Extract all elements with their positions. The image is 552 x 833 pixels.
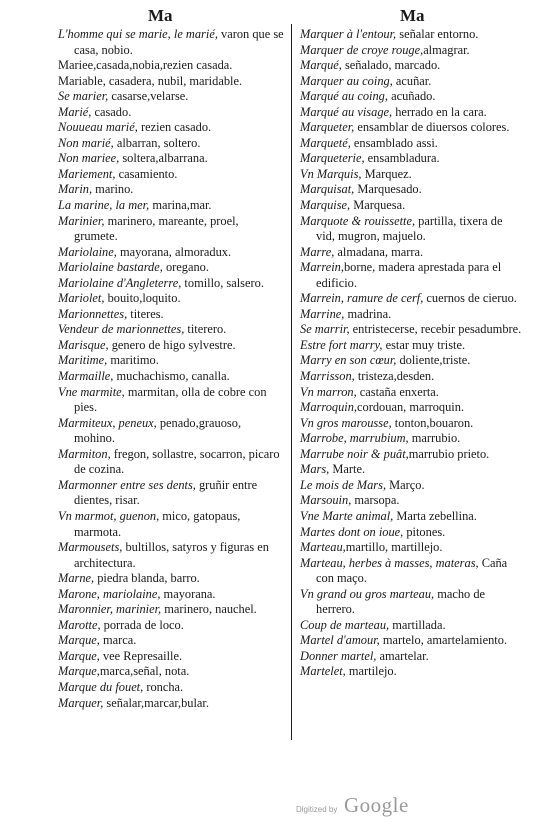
dictionary-entry [58, 633, 284, 649]
dictionary-entry [58, 260, 284, 276]
dictionary-entry [58, 664, 284, 680]
dictionary-entry [58, 540, 284, 571]
entry-translation: mayorana, almoradux. [116, 244, 232, 259]
entry-translation: Marquesa. [350, 198, 406, 213]
dictionary-entry [300, 385, 522, 401]
dictionary-entry [58, 696, 284, 712]
entry-headword: Marone, mariolaine, [58, 586, 161, 601]
dictionary-entry [58, 245, 284, 261]
dictionary-entry [58, 198, 284, 214]
dictionary-entry [300, 89, 522, 105]
entry-headword: Martel d'amour, [300, 633, 380, 648]
entry-headword: Marroquin, [300, 400, 358, 415]
dictionary-entry [300, 245, 522, 261]
entry-headword: Vn Marquis, [300, 166, 362, 181]
dictionary-entry [58, 478, 284, 509]
entry-translation: ensambladura. [364, 151, 440, 166]
entry-translation: genero de higo sylvestre. [108, 337, 236, 352]
entry-translation: castaña enxerta. [356, 384, 439, 399]
entry-translation: bultillos, satyros y figuras en architectura. [74, 540, 269, 570]
entry-headword: Martelet, [300, 664, 346, 679]
entry-translation: marca,señal, nota. [99, 664, 190, 679]
entry-headword: Marrube noir & puât, [300, 446, 409, 461]
dictionary-entry [58, 447, 284, 478]
entry-headword: Mariement, [58, 166, 116, 181]
entry-translation: marino. [92, 182, 134, 197]
entry-headword: Se marrir, [300, 322, 350, 337]
entry-translation: entristecerse, recebir pesadumbre. [349, 322, 522, 337]
entry-translation: Mariee,casada,nobia,rezien casada. [58, 58, 233, 73]
entry-translation: roncha. [143, 679, 184, 694]
entry-translation: maritimo. [107, 353, 159, 368]
dictionary-entry [300, 556, 522, 587]
entry-headword: Estre fort marry, [300, 337, 383, 352]
entry-headword: Marinier, [58, 213, 105, 228]
dictionary-entry [300, 509, 522, 525]
entry-headword: Vne marmite, [58, 384, 125, 399]
entry-translation: tomillo, salsero. [181, 275, 264, 290]
dictionary-entry [58, 307, 284, 323]
entry-translation: piedra blanda, barro. [94, 571, 200, 586]
entry-translation: titerero. [184, 322, 227, 337]
dictionary-entry [300, 136, 522, 152]
entry-headword: Marque, [58, 633, 100, 648]
entry-translation: marrubio. [408, 431, 461, 446]
entry-translation: Caña con maço. [316, 555, 508, 586]
entry-headword: Marquote & rouissette, [300, 213, 416, 228]
header-right: Ma [400, 6, 425, 25]
dictionary-entry [300, 58, 522, 74]
dictionary-entry [58, 649, 284, 665]
entry-translation: acuñado. [387, 89, 436, 104]
dictionary-entry [58, 680, 284, 696]
entry-translation: gruñir entre dientes, risar. [74, 477, 258, 508]
entry-headword: Marque, [58, 664, 100, 679]
entry-headword: Vn marron, [300, 384, 357, 399]
dictionary-entry [58, 587, 284, 603]
entry-headword: Marquer de croye rouge, [300, 42, 424, 57]
entry-headword: Vn grand ou gros marteau, [300, 586, 435, 601]
entry-translation: Mariable, casadera, nubil, maridable. [58, 73, 243, 88]
dictionary-entry [300, 369, 522, 385]
entry-translation: almadana, marra. [334, 244, 424, 259]
dictionary-entry [300, 416, 522, 432]
dictionary-entry [58, 618, 284, 634]
dictionary-entry [58, 602, 284, 618]
entry-headword: Nouueau marié, [58, 120, 138, 135]
entry-translation: marsopa. [351, 493, 400, 508]
dictionary-entry [58, 276, 284, 292]
entry-headword: Maronnier, marinier, [58, 602, 162, 617]
entry-headword: Marqué, [300, 58, 342, 73]
entry-headword: Marionnettes, [58, 306, 128, 321]
entry-headword: Marquer, [58, 695, 104, 710]
left-column [58, 27, 284, 711]
entry-translation: casamiento. [115, 166, 178, 181]
entry-translation: bouito,loquito. [104, 291, 181, 306]
dictionary-entry [300, 431, 522, 447]
dictionary-entry [58, 182, 284, 198]
entry-headword: Mariolaine d'Angleterre, [58, 275, 182, 290]
entry-translation: martilejo. [345, 664, 397, 679]
dictionary-entry [300, 322, 522, 338]
entry-headword: Marteau, herbes à masses, materas, [300, 555, 479, 570]
entry-headword: Marquisat, [300, 182, 355, 197]
entry-headword: Marotte, [58, 617, 101, 632]
entry-headword: Marrein, [300, 260, 344, 275]
entry-translation: partilla, tixera de vid, mugron, majuelo. [316, 213, 503, 244]
entry-translation: marca. [99, 633, 137, 648]
dictionary-entry [300, 105, 522, 121]
dictionary-entry [300, 587, 522, 618]
dictionary-entry [58, 291, 284, 307]
dictionary-entry [58, 89, 284, 105]
entry-headword: Marqueterie, [300, 151, 365, 166]
entry-translation: martillada. [389, 617, 446, 632]
entry-headword: Vne Marte animal, [300, 508, 394, 523]
dictionary-entry [300, 649, 522, 665]
entry-headword: Marmiton, [58, 446, 111, 461]
entry-translation: cordouan, marroquin. [357, 400, 465, 415]
entry-headword: Marqueter, [300, 120, 355, 135]
digitized-watermark [296, 793, 426, 821]
entry-translation: amartelar. [376, 648, 429, 663]
entry-translation: macho de herrero. [316, 586, 486, 617]
dictionary-entry [58, 509, 284, 540]
entry-headword: Marque du fouet, [58, 679, 144, 694]
entry-translation: marina,mar. [149, 198, 212, 213]
entry-headword: Marrobe, marrubium, [300, 431, 409, 446]
entry-headword: Marteau, [300, 540, 346, 555]
entry-headword: Marmaille, [58, 369, 114, 384]
dictionary-entry [58, 120, 284, 136]
dictionary-entry [58, 105, 284, 121]
entry-translation: muchachismo, canalla. [113, 369, 230, 384]
entry-headword: La marine, la mer, [58, 198, 150, 213]
entry-translation: oregano. [162, 260, 209, 275]
entry-headword: Le mois de Mars, [300, 477, 387, 492]
entry-headword: Marque, [58, 648, 100, 663]
entry-headword: Mariolaine bastarde, [58, 260, 163, 275]
entry-headword: Coup de marteau, [300, 617, 390, 632]
entry-translation: ensamblar de diuersos colores. [354, 120, 510, 135]
dictionary-entry [300, 74, 522, 90]
dictionary-entry [300, 493, 522, 509]
entry-translation: titeres. [127, 306, 164, 321]
entry-translation: doliente,triste. [396, 353, 471, 368]
entry-headword: Marqué au visage, [300, 104, 393, 119]
entry-translation: ensamblado assi. [350, 135, 438, 150]
dictionary-entry [300, 338, 522, 354]
entry-headword: Non mariee, [58, 151, 120, 166]
dictionary-entry [300, 167, 522, 183]
entry-headword: Se marier, [58, 89, 109, 104]
entry-translation: fregon, sollastre, socarron, picaro de cozina. [74, 446, 280, 477]
entry-headword: Vn marmot, guenon, [58, 508, 160, 523]
dictionary-entry [58, 385, 284, 416]
dictionary-entry [58, 416, 284, 447]
dictionary-entry [58, 167, 284, 183]
dictionary-entry [58, 58, 284, 74]
entry-translation: marmitan, olla de cobre con pies. [74, 384, 267, 415]
entry-translation: pitones. [403, 524, 446, 539]
dictionary-entry [58, 322, 284, 338]
entry-translation: mayorana. [160, 586, 216, 601]
dictionary-entry [300, 260, 522, 291]
entry-translation: penado,grauoso, mohino. [74, 415, 242, 446]
dictionary-entry [58, 338, 284, 354]
entry-headword: Marquer à l'entour, [300, 27, 397, 41]
entry-translation: vee Represaille. [99, 648, 183, 663]
dictionary-entry [300, 214, 522, 245]
entry-translation: Marta zebellina. [393, 508, 477, 523]
entry-headword: Marrine, [300, 306, 345, 321]
entry-headword: Marquer au coing, [300, 73, 393, 88]
entry-translation: cuernos de cieruo. [423, 291, 517, 306]
dictionary-entry [300, 353, 522, 369]
header-left: Ma [148, 6, 173, 25]
entry-headword: Marisque, [58, 337, 109, 352]
dictionary-entry [300, 400, 522, 416]
dictionary-entry [300, 198, 522, 214]
entry-translation: estar muy triste. [382, 337, 466, 352]
entry-headword: Vn gros marousse, [300, 415, 392, 430]
entry-headword: Marne, [58, 571, 95, 586]
running-header [0, 6, 552, 26]
dictionary-entry [58, 369, 284, 385]
entry-translation: señalar,marcar,bular. [103, 695, 209, 710]
entry-headword: Vendeur de marionnettes, [58, 322, 185, 337]
entry-translation: varon que se casa, nobio. [74, 27, 284, 57]
entry-headword: Marmousets, [58, 540, 123, 555]
entry-translation: almagrar. [423, 42, 470, 57]
entry-headword: Marmiteux, peneux, [58, 415, 157, 430]
entry-translation: señalar entorno. [396, 27, 479, 41]
entry-translation: señalado, marcado. [341, 58, 441, 73]
entry-headword: Marquise, [300, 198, 351, 213]
dictionary-entry [58, 74, 284, 90]
entry-headword: Martes dont on ioue, [300, 524, 404, 539]
entry-headword: Mars, [300, 462, 330, 477]
entry-translation: marrubio prieto. [408, 446, 490, 461]
entry-translation: Março. [386, 477, 425, 492]
entry-headword: Marqué au coing, [300, 89, 388, 104]
entry-headword: Donner martel, [300, 648, 377, 663]
entry-headword: Marrein, ramure de cerf, [300, 291, 424, 306]
dictionary-entry [300, 618, 522, 634]
dictionary-entry [58, 151, 284, 167]
dictionary-entry [58, 571, 284, 587]
entry-translation: herrado en la cara. [392, 104, 487, 119]
entry-translation: porrada de loco. [100, 617, 184, 632]
entry-translation: madrina. [344, 306, 392, 321]
dictionary-entry [58, 136, 284, 152]
dictionary-entry [300, 43, 522, 59]
entry-headword: Mariolet, [58, 291, 105, 306]
dictionary-entry [300, 27, 522, 43]
entry-headword: L'homme qui se marie, le marié, [58, 27, 218, 41]
dictionary-entry [300, 307, 522, 323]
entry-headword: Marin, [58, 182, 93, 197]
entry-translation: tonton,bouaron. [391, 415, 474, 430]
dictionary-entry [58, 27, 284, 58]
dictionary-entry [300, 151, 522, 167]
entry-translation: borne, madera aprestada para el edificio. [316, 260, 502, 290]
right-column [300, 27, 522, 680]
entry-translation: martillo, martillejo. [345, 540, 443, 555]
entry-translation: soltera,albarrana. [119, 151, 208, 166]
dictionary-entry [58, 214, 284, 245]
entry-headword: Marmonner entre ses dents, [58, 477, 196, 492]
dictionary-entry [58, 353, 284, 369]
dictionary-entry [300, 462, 522, 478]
entry-translation: rezien casado. [137, 120, 212, 135]
entry-translation: marinero, nauchel. [161, 602, 257, 617]
entry-headword: Marry en son cœur, [300, 353, 397, 368]
entry-headword: Marrisson, [300, 369, 355, 384]
dictionary-entry [300, 633, 522, 649]
dictionary-entry [300, 478, 522, 494]
dictionary-entry [300, 664, 522, 680]
entry-translation: martelo, amartelamiento. [379, 633, 508, 648]
entry-translation: acuñar. [392, 73, 432, 88]
entry-headword: Mariolaine, [58, 244, 117, 259]
entry-translation: albarran, soltero. [113, 135, 201, 150]
dictionary-entry [300, 447, 522, 463]
entry-translation: casado. [91, 104, 132, 119]
dictionary-entry [300, 120, 522, 136]
entry-headword: Non marié, [58, 135, 114, 150]
dictionary-entry [300, 291, 522, 307]
entry-translation: marinero, mareante, proel, grumete. [74, 213, 239, 244]
entry-headword: Marié, [58, 104, 92, 119]
entry-translation: Marte. [329, 462, 366, 477]
dictionary-entry [300, 182, 522, 198]
entry-headword: Marqueté, [300, 135, 351, 150]
entry-headword: Marre, [300, 244, 335, 259]
entry-translation: tristeza,desden. [354, 369, 435, 384]
dictionary-entry [300, 525, 522, 541]
entry-headword: Marsouin, [300, 493, 352, 508]
entry-translation: casarse,velarse. [108, 89, 189, 104]
entry-translation: Marquez. [361, 166, 412, 181]
column-divider [291, 24, 292, 740]
entry-translation: mico, gatopaus, marmota. [74, 508, 241, 539]
entry-headword: Maritime, [58, 353, 108, 368]
digitized-label: Digitized by [296, 805, 338, 814]
google-logo: Google [344, 793, 409, 817]
dictionary-entry [300, 540, 522, 556]
entry-translation: Marquesado. [354, 182, 422, 197]
